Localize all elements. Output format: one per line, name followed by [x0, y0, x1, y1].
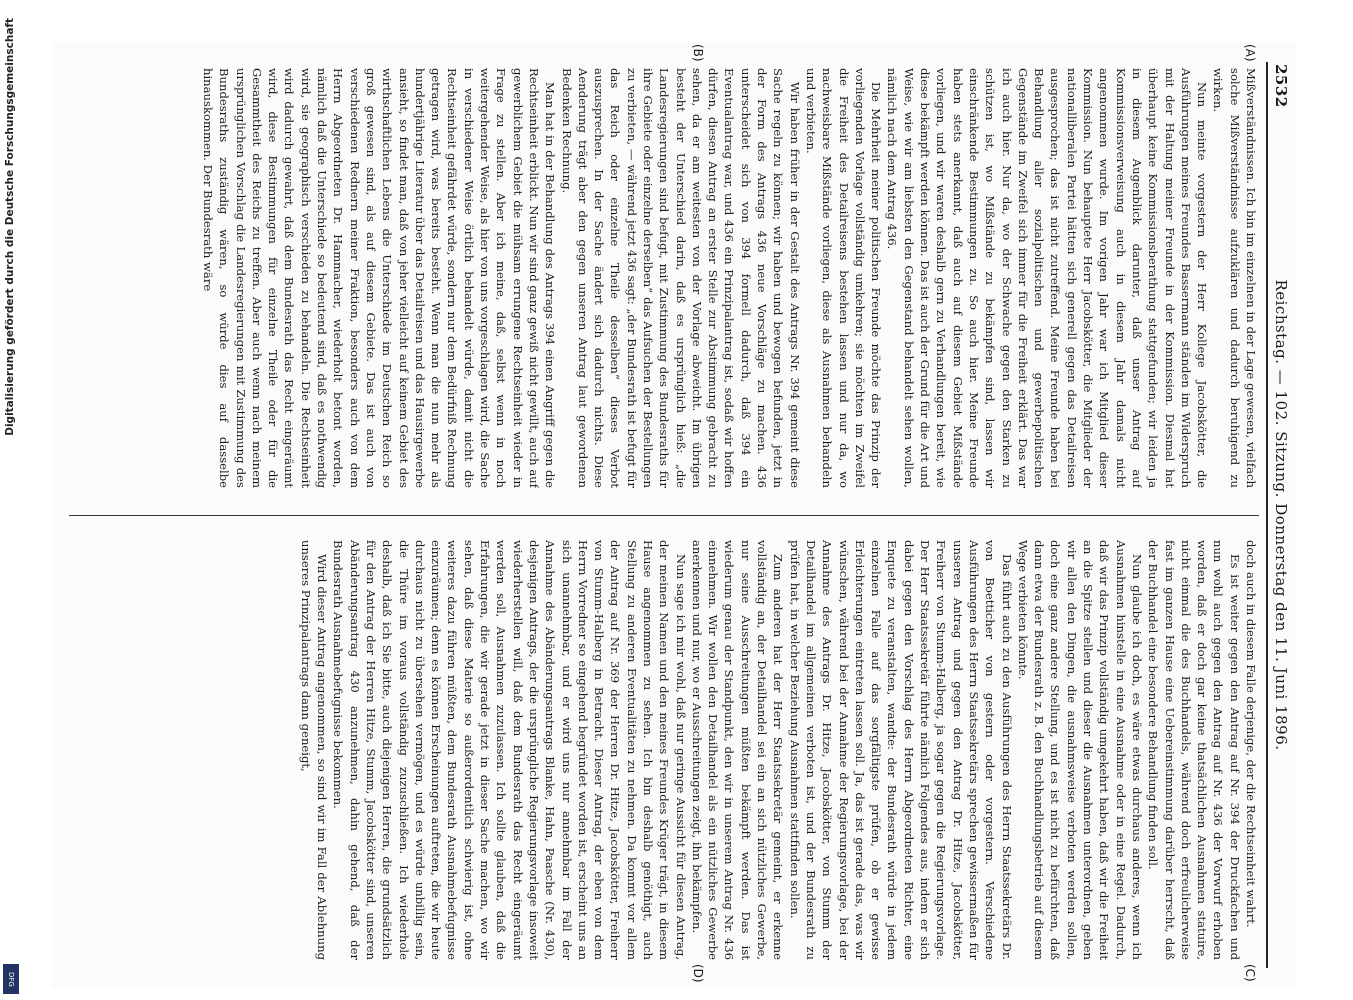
right-column: [69, 540, 1259, 960]
margin-mark-c: (C): [1243, 964, 1257, 982]
digitization-note-text: Digitalisierung gefördert durch die Deutsche Forschungsgemeinschaft: [4, 18, 16, 436]
dfg-logo: DFG: [3, 964, 19, 994]
column-divider: [69, 515, 1259, 516]
paragraph: Nun meinte vorgestern der Herr Kollege Jacobskötter, die Ausführungen meines Freundes Bassermann ständen im Widerspruch mit der Haltung meiner Freunde in der Kommission. Diesmal hat überhaupt keine Kommissionsberathung stattgefunden; wir leiden ja in diesem Augenblick darunter, daß unser Antrag auf Kommissionsverweisung auch in diesem Jahr damals nicht angenommen wurde. Im vorigen Jahr war ich Mitglied dieser Kommission. Nun behauptete Herr Jacobskötter, die Mitglieder der nationalliberalen Partei hätten sich generell gegen das Detailreisen ausgesprochen; das ist nicht zutreffend. Meine Freunde haben bei Behandlung aller sozialpolitischen und gewerbepolitischen Gegenstände im Zweifel sich immer für die Freiheit erklärt. Das war ich auch hier. Nur da, wo der Schwache gegen den Starken zu schützen ist, wo Mißstände zu bekämpfen sind, lassen wir einschränkende Bestimmungen zu. So auch hier. Meine Freunde haben stets anerkannt, daß auch auf diesem Gebiet Mißstände vorliegen, und wir waren deshalb gern zu Verhandlungen bereit, wie diese bekämpft werden können. Das ist auch der Grund für die Art und Weise, wie wir am liebsten den Gegenstand behandelt sehen wollen, nämlich nach dem Antrag 436.: [885, 68, 1210, 488]
paragraph: Nun glaube ich doch, es wäre etwas durchaus anderes, wenn ich Ausnahmen hinstelle in eine Ausnahme oder in eine Regel. Dadurch, daß wir das Prinzip vollständig umgekehrt haben, daß wir die Freiheit an die Spitze stellen und dieser die Ausnahmen unterordnen, geben wir allen den Dingen, die ausnahmsweise verboten werden sollen, doch eine ganz andere Stellung, und es ist nicht zu befürchten, daß dann etwa der Bundesrath z. B. den Buchhandlungsbetrieb auf diesem Wege verbieten könnte.: [1015, 540, 1144, 960]
paragraph: Es ist weiter gegen den Antrag auf Nr. 394 der Druckfachen und nun wohl auch gegen den Antrag auf Nr. 436 der Vorwurf erhoben worden, daß er doch gar keine thatsächlichen Ausnahmen statuire, nicht einmal die des Buchhandels, während doch erfreulicherweise fast im ganzen Hause eine Uebereinstimmung darüber herrscht, daß der Buchhandel eine besondere Behandlung finden soll.: [1146, 540, 1242, 960]
running-head: [1269, 42, 1295, 988]
paragraph: Man hat in der Behandlung des Antrags 394 einen Angriff gegen die Rechtseinheit erblickt. Nun wir sind ganz gewiß nicht gewillt, auch auf gewerblichem Gebiet die mühsam errungene Rechtseinheit wieder in Frage zu stellen. Aber ich meine, daß, selbst wenn in noch weitergehender Weise, als hier von uns vorgeschlagen wird, die Sache in verschiedener Weise örtlich behandelt würde, damit nicht die Rechtseinheit gefährdet würde, sondern nur dem Bedürfniß Rechnung getragen wird, was bereits besteht. Wenn man die nun mehr als hundertjährige Literatur über das Detailreisen und das Hausirgewerbe ansieht, so findet man, daß von jeher vielleicht auf keinem Gebiet des wirthschaftlichen Lebens die Unterschiede im Deutschen Reich so groß gewesen sind, als auf diesem Gebiete. Das ist auch von verschiedenen Rednern meiner Fraktion, besonders auch von dem Herrn Abgeordneten Dr. Hammacher, wiederholt betont worden, nämlich daß die Unterschiede so bedeutend sind, daß es nothwendig wird, sie geographisch verschieden zu behandeln. Die Rechtseinheit wird dadurch gewahrt, daß dem Bundesrath das Recht eingeräumt wird, diese Bestimmungen für einzelne Theile oder für die Gesammtheit des Reichs zu treffen. Aber auch wenn nach meinem ursprünglichen Vorschlag die Landesregierungen mit Zustimmung des Bundesraths zuständig wären, so würde dies auf dasselbe hinauskommen. Der Bundesrath wäre: [201, 68, 558, 488]
running-head-title: Reichstag. — 102. Sitzung. Donnerstag den 11. Juni 1896.: [1272, 279, 1290, 751]
rotated-document-page: [52, 42, 1295, 988]
page-number: 2532: [1272, 64, 1290, 108]
left-column: [69, 68, 1259, 488]
paragraph: Das führt auch zu den Ausführungen des Herrn Staatssekretärs Dr. von Boetticher von gestern oder vorgestern. Verschiedene Ausführungen des Herrn Staatssekretärs sprechen gewissermaßen für unseren Antrag und gegen den Antrag Dr. Hitze, Jacobskötter, Freiherr von Stumm-Halberg, ja sogar gegen die Regierungsvorlage. Der Herr Staatssekretär führte nämlich Folgendes aus, indem er sich dabei gegen den Vorschlag des Herrn Abgeordneten Richter, eine Enquete zu veranstalten, wandte: der Bundesrath würde in jedem einzelnen Falle auf das sorgfältigste prüfen, ob er gewisse Erleichterungen eintreten lassen soll. Ja, das ist gerade das, was wir wünschen, während bei der Annahme der Regierungsvorlage, bei der Annahme des Antrags Dr. Hitze, Jacobskötter, von Stumm der Detailhandel im allgemeinen verboten ist, und der Bundesrath zu prüfen hat, in welcher Beziehung Ausnahmen stattfinden sollen.: [787, 540, 1014, 960]
margin-mark-a: (A): [1243, 44, 1257, 62]
digitization-note: [4, 18, 22, 998]
paragraph: doch auch in diesem Falle derjenige, der die Rechtseinheit wahrt.: [1244, 540, 1258, 928]
paragraph: Mißverständnissen. Ich bin im einzelnen in der Lage gewesen, vielfach solche Mißverständnisse aufzuklären und dadurch beruhigend zu wirken.: [1211, 68, 1258, 488]
paragraph: Nun sage ich mir wohl, daß nur geringe Aussicht für diesen Antrag, der meinen Namen und den meines Freundes Krüger trägt, in diesem Hause angenommen zu sehen. Ich bin deshalb genöthigt, auch Stellung zu anderen Eventualitäten zu nehmen. Da kommt vor allem der Antrag auf Nr. 369 der Herren Dr. Hitze, Jacobskötter, Freiherr von Stumm-Halberg in Betracht. Dieser Antrag, der eben von dem Herrn Vorredner so eingehend begründet worden ist, erscheint uns an sich unannehmbar, und er wird uns nur annehmbar im Fall der Annahme des Abänderungsantrags Blanke, Hahn, Paasche (Nr. 430), desjenigen Antrags, der die ursprüngliche Regierungsvorlage insoweit wiederherstellen will, daß dem Bundesrath das Recht eingeräumt werden soll, Ausnahmen zuzulassen. Ich sollte glauben, daß die Erfahrungen, die wir gerade jetzt in dieser Sache machen, wo wir sehen, daß diese Materie so außerordentlich schwierig ist, ohne weiteres dazu führen müßten, dem Bundesrath Ausnahmebefugnisse einzuräumen; denn es können Erscheinungen auftreten, die wir heute durchaus nicht zu übersehen vermögen, und es würde unbillig sein, die Thüre im voraus vollständig zuzuschließen. Ich wiederhole deshalb, daß ich Sie bitte, auch diejenigen Herren, die grundsätzlich für den Antrag der Herren Hitze, Stumm, Jacobskötter sind, unseren Abänderungsantrag 430 anzunehmen, dahin gehend, daß der Bundesrath Ausnahmebefugnisse bekommen.: [331, 540, 688, 960]
margin-mark-d: (D): [691, 964, 705, 983]
margin-mark-b: (B): [691, 44, 705, 62]
paragraph: Zum anderen hat der Herr Staatssekretär gemeint, er erkenne vollständig an, der Detailhandel sei ein an sich nützliches Gewerbe, nur seine Ausschreitungen müßten bekämpft werden. Das ist wiederum genau der Standpunkt, den wir in unserem Antrag Nr. 436 einnehmen. Wir wollen den Detailhandel als ein nützliches Gewerbe anerkennen und nur, wo er Ausschreitungen zeigt, ihn bekämpfen.: [689, 540, 786, 960]
paragraph: Wird dieser Antrag angenommen, so sind wir im Fall der Ablehnung unseres Prinzipalantrags dann geneigt,: [298, 540, 330, 960]
header-rule: [1266, 62, 1268, 968]
paragraph: Die Mehrheit meiner politischen Freunde möchte das Prinzip der vorliegenden Vorlage vollständig umkehren; sie möchten im Zweifel die Freiheit des Detailreisens bestehen lassen und nur da, wo nachweisbare Mißstände vorliegen, diese als Ausnahmen behandeln und verbieten.: [803, 68, 884, 488]
paragraph: Wir haben früher in der Gestalt des Antrags Nr. 394 gemeint diese Sache regeln zu können; wir haben und bewogen befunden, jetzt in der Form des Antrags 436 neue Vorschläge zu machen. 436 unterscheidet sich von 394 formell dadurch, daß 394 ein Eventualantrag war, und 436 ein Prinzipalantrag ist, sodaß wir hoffen dürfen, diesen Antrag an erster Stelle zur Abstimmung gebracht zu sehen, da er am weitesten von der Vorlage abweicht. Im übrigen besteht der Unterschied darin, daß es ursprünglich hieß: „die Landesregierungen sind befugt, mit Zustimmung des Bundesraths für ihre Gebiete oder einzelne derselben“ das Aufsuchen der Bestellungen zu verbieten, — während jetzt 436 sagt: „der Bundesrath ist befugt für das Reich oder einzelne Theile desselben“ dieses Verbot auszusprechen. In der Sache ändert sich dadurch nichts. Diese Aenderung trägt aber den gegen unseren Antrag laut gewordenen Bedenken Rechnung.: [559, 68, 802, 488]
